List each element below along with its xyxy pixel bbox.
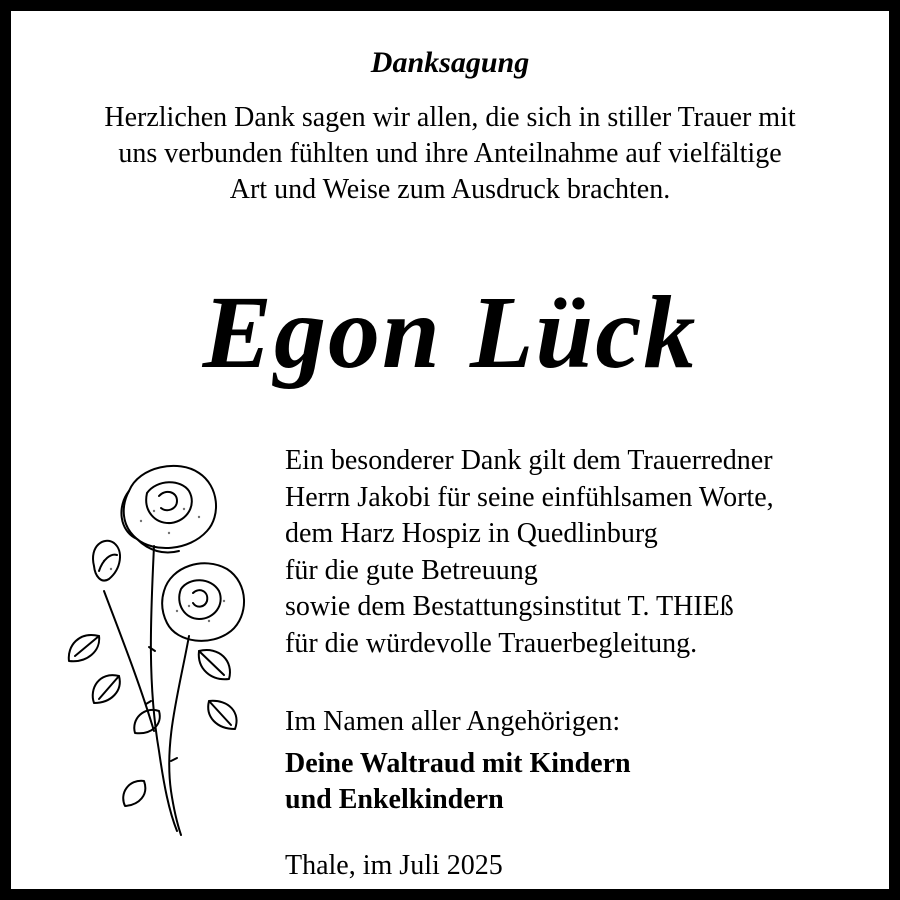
intro-line: Art und Weise zum Ausdruck brachten.: [229, 174, 671, 205]
thanks-line: dem Harz Hospiz in Quedlinburg: [285, 518, 658, 549]
thanks-line: Ein besonderer Dank gilt dem Trauerredner: [285, 445, 773, 476]
rose-illustration-icon: [59, 451, 259, 841]
signature-intro: Im Namen aller Angehörigen:: [285, 706, 621, 737]
intro-line: Herzlichen Dank sagen wir allen, die sich in stiller Trauer mit: [104, 102, 796, 133]
thanks-line: sowie dem Bestattungsinstitut T. THIEß: [285, 591, 734, 622]
intro-text: [11, 100, 889, 208]
thanks-line: für die würdevolle Trauerbegleitung.: [285, 627, 698, 659]
thanks-line: Herrn Jakobi für seine einfühlsamen Worte,: [285, 481, 774, 513]
deceased-name: Egon Lück: [202, 275, 698, 390]
intro-line: uns verbunden fühlten und ihre Anteilnahme auf vielfältige: [118, 138, 782, 169]
thanks-text: [285, 443, 885, 662]
signers: [285, 746, 631, 818]
signer-line: und Enkelkindern: [285, 784, 504, 815]
signer-line: Deine Waltraud mit Kindern: [285, 748, 631, 779]
place-date: Thale, im Juli 2025: [285, 850, 503, 881]
heading: Danksagung: [370, 46, 530, 79]
thanks-line: für die gute Betreuung: [285, 554, 538, 586]
